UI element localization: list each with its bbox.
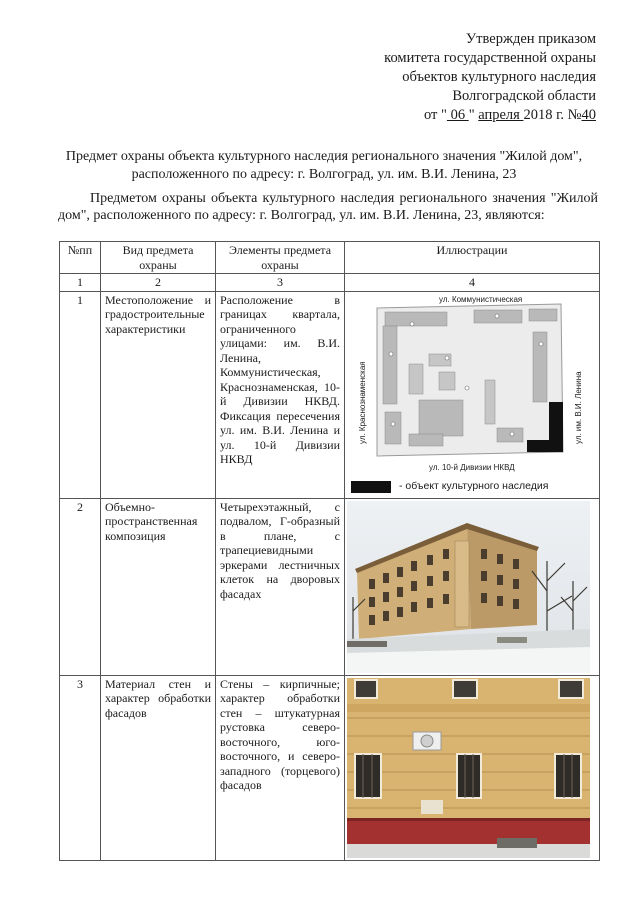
- intro-paragraph: Предметом охраны объекта культурного наследия регионального значения "Жилой дом", расположенного по адресу: г. Волгоград, ул. им. В.И. Ленина, 23, являются:: [58, 191, 598, 223]
- col-number: 4: [345, 274, 600, 292]
- approval-line-4: Волгоградской области: [452, 88, 596, 104]
- heritage-object-swatch: [351, 481, 391, 493]
- table-row: [60, 675, 600, 860]
- row-number: 2: [60, 498, 101, 675]
- protection-subject-table: [59, 241, 600, 861]
- approval-stamp: [384, 30, 596, 125]
- building-photo: [347, 501, 590, 673]
- approval-month: апреля: [478, 107, 524, 123]
- row-number: 1: [60, 291, 101, 498]
- illustration-cell: [345, 498, 600, 675]
- approval-date: от " 06 " апреля 2018 г. №40: [423, 107, 596, 123]
- row-elements: Расположение в границах квартала, ограниченного улицами: им. В.И. Ленина, Коммунистическая, Краснознаменская, 10-й Дивизии НКВД. Фиксация пересечения ул. им. В.И. Ленина и ул. 10-й Дивизии НКВД: [216, 291, 345, 498]
- location-map: [347, 294, 590, 496]
- approval-day: 06: [446, 107, 469, 123]
- street-label-top: ул. Коммунистическая: [439, 294, 523, 304]
- approval-number: 40: [581, 107, 596, 123]
- column-number-row: [60, 274, 600, 292]
- illustration-cell: [345, 675, 600, 860]
- col-number: 1: [60, 274, 101, 292]
- street-label-right: ул. им. В.И. Ленина: [574, 370, 583, 444]
- row-elements: Стены – кирпичные; характер обработки стен – штукатурная рустовка северо-восточного, юго-восточного, и северо-западного (торцевого) фасадов: [216, 675, 345, 860]
- row-type: Материал стен и характер обработки фасадов: [101, 675, 216, 860]
- legend-label: - объект культурного наследия: [399, 480, 549, 493]
- row-type: Местоположение и градостроительные характеристики: [101, 291, 216, 498]
- street-label-bottom: ул. 10-й Дивизии НКВД: [429, 462, 515, 472]
- row-number: 3: [60, 675, 101, 860]
- header-illustrations: Иллюстрации: [345, 242, 600, 274]
- header-elements: Элементы предмета охраны: [216, 242, 345, 274]
- street-label-left: ул. Краснознаменская: [358, 360, 367, 444]
- col-number: 2: [101, 274, 216, 292]
- table-row: [60, 498, 600, 675]
- approval-line-2: комитета государственной охраны: [384, 50, 596, 66]
- header-num: №пп: [60, 242, 101, 274]
- map-legend: [351, 478, 548, 496]
- header-type: Вид предмета охраны: [101, 242, 216, 274]
- approval-line-1: Утвержден приказом: [465, 31, 596, 47]
- facade-photo: [347, 678, 590, 858]
- document-title: Предмет охраны объекта культурного наследия регионального значения "Жилой дом", расположенного по адресу: г. Волгоград, ул. им. В.И. Ленина, 23: [65, 149, 583, 182]
- row-type: Объемно-пространственная композиция: [101, 498, 216, 675]
- approval-line-3: объектов культурного наследия: [402, 69, 596, 85]
- map-drawing: [347, 294, 590, 476]
- table-row: [60, 291, 600, 498]
- row-elements: Четырехэтажный, с подвалом, Г-образный в плане, с трапециевидными эркерами лестничных клеток на дворовых фасадах: [216, 498, 345, 675]
- illustration-cell: [345, 291, 600, 498]
- col-number: 3: [216, 274, 345, 292]
- table-header-row: [60, 242, 600, 274]
